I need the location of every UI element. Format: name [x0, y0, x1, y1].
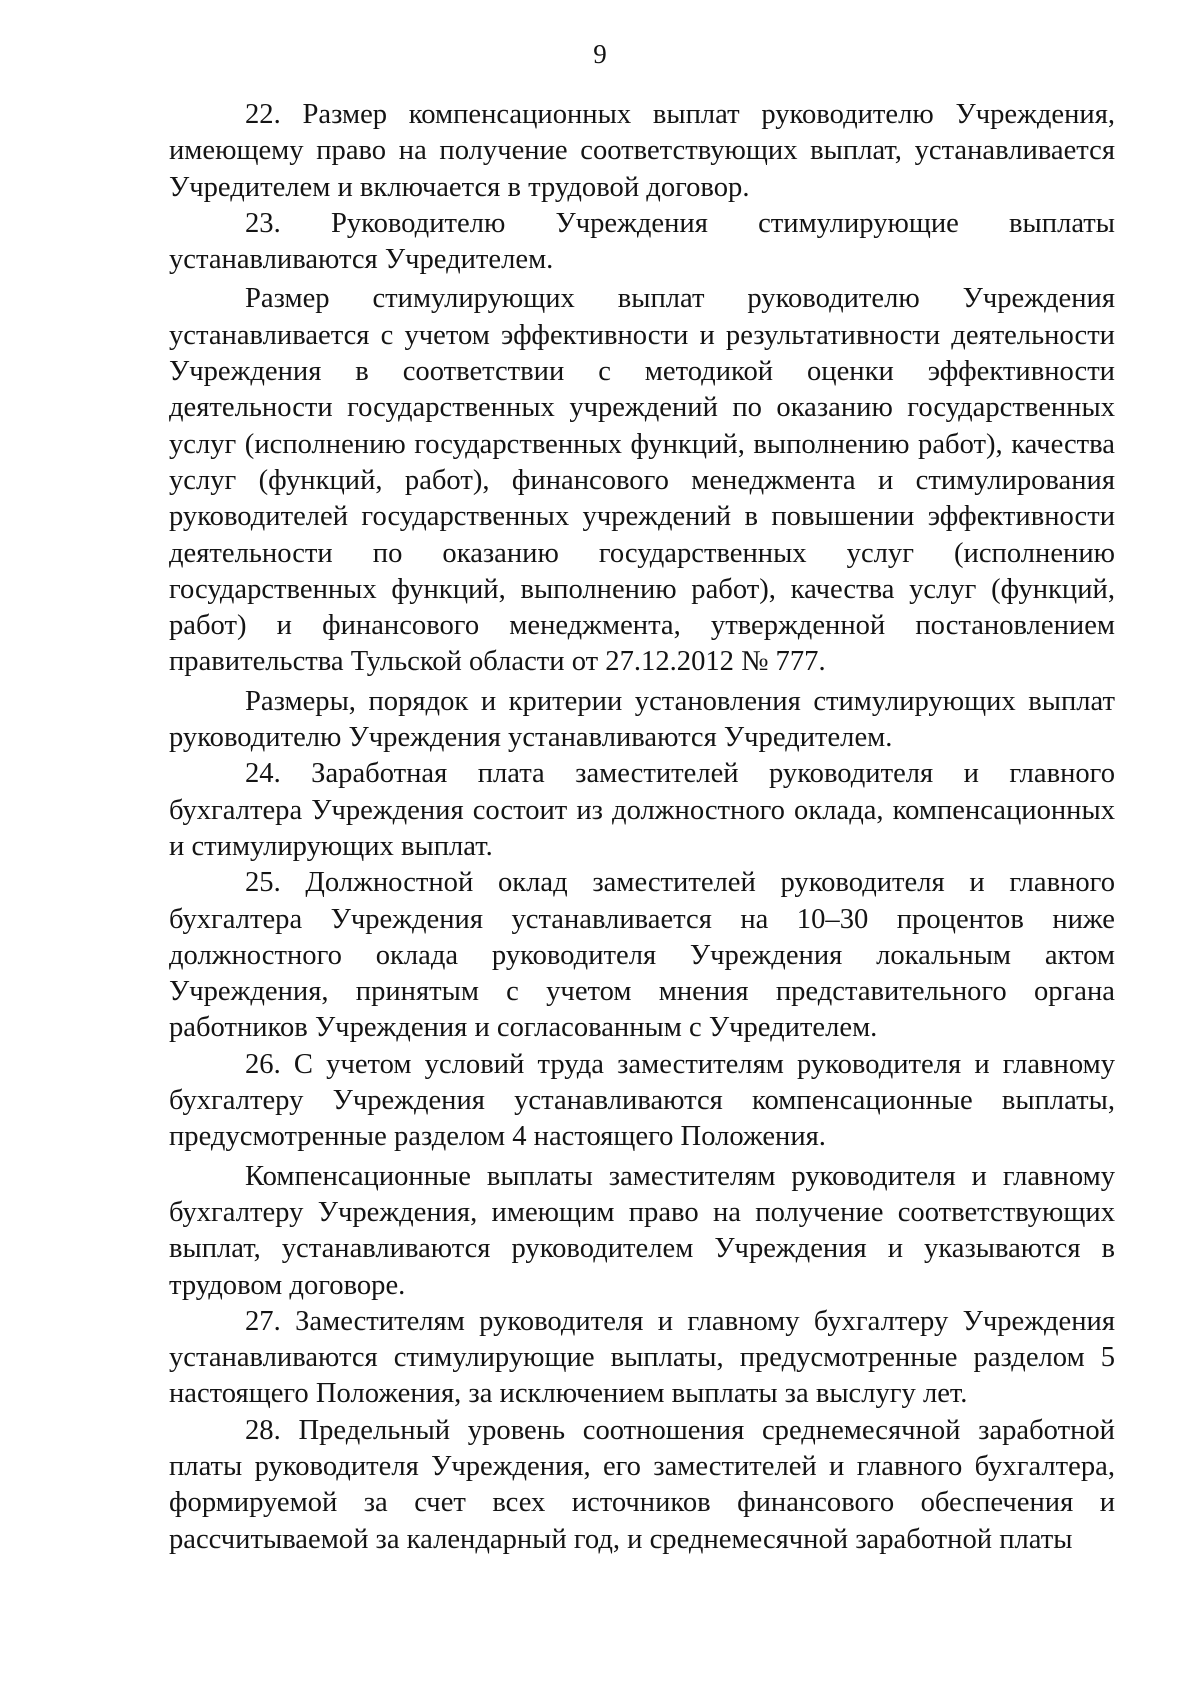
paragraph-24: 24. Заработная плата заместителей руководителя и главного бухгалтера Учреждения состоит из должностного оклада, компенсационных и стимулирующих выплат.: [169, 758, 1115, 862]
paragraph-28: 28. Предельный уровень соотношения среднемесячной заработной платы руководителя Учреждения, его заместителей и главного бухгалтера, формируемой за счет всех источников финансового обеспечения и рассчитываемой за календарный год, и среднемесячной заработной платы: [169, 1414, 1115, 1555]
paragraph-26: 26. С учетом условий труда заместителям руководителя и главному бухгалтеру Учреждения устанавливаются компенсационные выплаты, предусмотренные разделом 4 настоящего Положения.: [169, 1048, 1115, 1153]
paragraph-22: 22. Размер компенсационных выплат руководителю Учреждения, имеющему право на получение соответствующих выплат, устанавливается Учредителем и включается в трудовой договор.: [169, 99, 1115, 203]
paragraph-23: 23. Руководителю Учреждения стимулирующие выплаты устанавливаются Учредителем.: [169, 207, 1115, 276]
paragraph-25: 25. Должностной оклад заместителей руководителя и главного бухгалтера Учреждения устанавливается на 10–30 процентов ниже должностного оклада руководителя Учреждения локальным актом Учреждения, принятым с учетом мнения представительного органа работников Учреждения и согласованным с Учредителем.: [169, 867, 1115, 1044]
paragraph-26-compensation: Компенсационные выплаты заместителям руководителя и главному бухгалтеру Учреждения, имеющим право на получение соответствующих выплат, устанавливаются руководителем Учреждения и указываются в трудовом договоре.: [169, 1160, 1115, 1301]
paragraph-27: 27. Заместителям руководителя и главному бухгалтеру Учреждения устанавливаются стимулирующие выплаты, предусмотренные разделом 5 настоящего Положения, за исключением выплаты за выслугу лет.: [169, 1305, 1115, 1410]
page-number: 9: [593, 39, 607, 69]
paragraph-23-stimulus-size: Размер стимулирующих выплат руководителю Учреждения устанавливается с учетом эффективности и результативности деятельности Учреждения в соответствии с методикой оценки эффективности деятельности государственных учреждений по оказанию государственных услуг (исполнению государственных функций, выполнению работ), качества услуг (функций, работ), финансового менеджмента и стимулирования руководителей государственных учреждений в повышении эффективности деятельности по оказанию государственных услуг (исполнению государственных функций, выполнению работ), качества услуг (функций, работ) и финансового менеджмента, утвержденной постановлением правительства Тульской области от 27.12.2012 № 777.: [169, 283, 1115, 678]
document-body: [169, 97, 1115, 1558]
paragraph-23-criteria: Размеры, порядок и критерии установления стимулирующих выплат руководителю Учреждения устанавливаются Учредителем.: [169, 685, 1115, 754]
